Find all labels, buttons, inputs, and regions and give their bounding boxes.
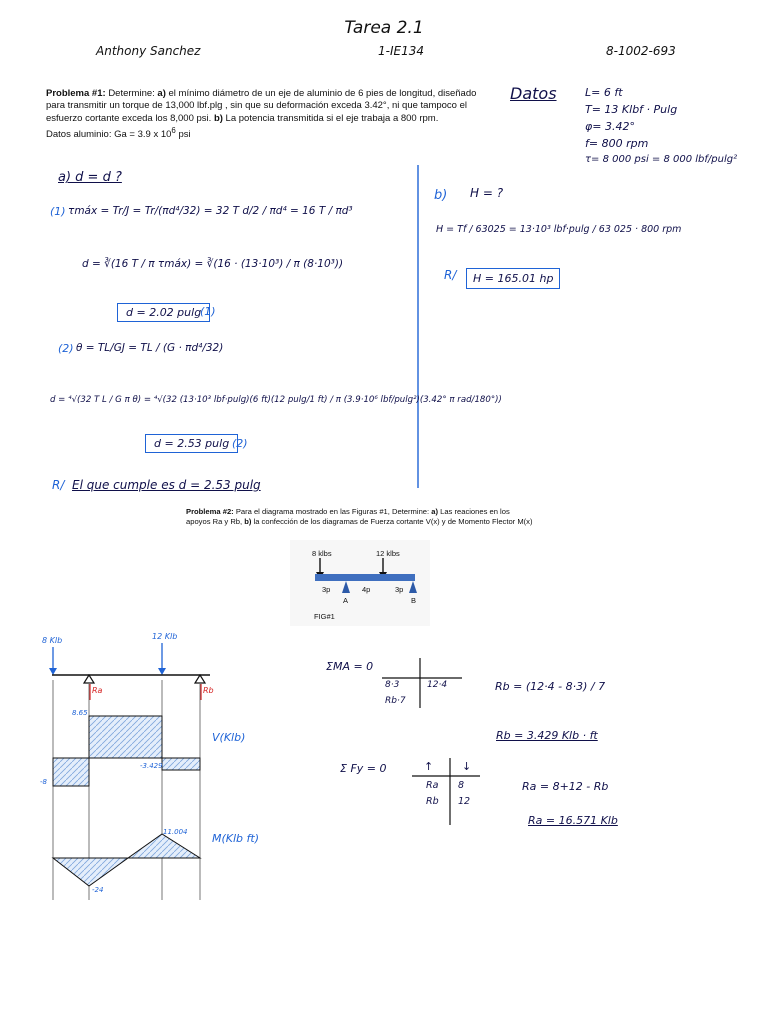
datos-line-3: f= 800 rpm [585, 137, 649, 150]
problem2-text-3: la confección de los diagramas de Fuerza cortante V(x) y de Momento Flector M(x) [251, 517, 533, 526]
force-sum-head: Σ Fy = 0 [340, 762, 387, 775]
part-b-head: H = ? [470, 186, 504, 200]
diagram-ra: Ra [92, 686, 103, 695]
shear-value-right: -3.429 [140, 762, 163, 770]
fig1-caption: FIG#1 [314, 612, 335, 621]
problem1-data: Datos aluminio: Ga = 3.9 x 10 [46, 129, 172, 141]
moment-row-1-left: Rb·7 [385, 696, 406, 706]
moment-region-positive [128, 834, 200, 858]
fig1-label-b: B [411, 596, 417, 605]
problem1-data-unit: psi [175, 129, 191, 141]
result-diameter-2: d = 2.53 pulg [145, 434, 238, 453]
datos-title: Datos [510, 84, 557, 103]
problem2-part-a: a) [431, 507, 438, 516]
power-result-tag: R/ [444, 268, 457, 282]
force-col-up: ↑ [424, 760, 434, 773]
force-row-1-right: 12 [458, 796, 471, 807]
support-b [195, 675, 205, 683]
student-id: 8-1002-693 [606, 44, 676, 58]
problem1-text-a: el mínimo diámetro de un eje de aluminio de 6 pies de longitud, diseñado para transmitir un torque de 13,000 lbf.plg , sin que su deformación exceda 3.42°, ni que tampoco el esfuerzo cortante exceda los 8,000 psi. [46, 88, 477, 124]
shear-block-positive [89, 716, 162, 758]
datos-line-2: φ= 3.42° [585, 120, 635, 133]
ra-result: Ra = 16.571 Klb [528, 814, 618, 827]
part-b-tag: b) [434, 188, 448, 203]
part-a-head: a) d = d ? [58, 170, 122, 185]
problem1-part-a: a) [157, 88, 166, 99]
eq-power: H = Tf / 63025 = 13·10³ lbf·pulg / 63 025 · 800 rpm [436, 224, 682, 235]
moment-sum-head: ΣMA = 0 [326, 660, 374, 673]
diagram-load-2: 12 Klb [152, 632, 178, 641]
rb-equation: Rb = (12·4 - 8·3) / 7 [495, 680, 606, 693]
eq-twist-angle: θ = TL/GJ = TL / (G · πd⁴/32) [76, 342, 224, 354]
eq-diameter-twist: d = ⁴√(32 T L / G π θ) = ⁴√(32 (13·10³ lbf·pulg)(6 ft)(12 pulg/1 ft) / π (3.9·10⁶ lbf/pulg²)(3.42° π rad/180°)) [50, 395, 502, 405]
datos-line-4: τ= 8 000 psi = 8 000 lbf/pulg² [585, 154, 738, 165]
eq-diameter-shear: d = ∛(16 T / π τmáx) = ∛(16 · (13·10³) / π (8·10³)) [82, 258, 344, 270]
problem1-text: Determine: [108, 88, 158, 99]
conclusion-tag: R/ [52, 478, 65, 492]
force-col-down: ↓ [462, 760, 472, 773]
datos-line-0: L= 6 ft [585, 86, 623, 99]
fig1-label-a: A [343, 596, 349, 605]
shear-value-top: 8.65 [72, 709, 88, 717]
result-diameter-1-tag: (1) [200, 305, 216, 318]
result-diameter-2-tag: (2) [232, 437, 248, 450]
shear-block-negative-right [162, 758, 200, 770]
shear-block-negative-left [53, 758, 89, 786]
moment-value-negative: -24 [92, 886, 104, 894]
ra-equation: Ra = 8+12 - Rb [522, 780, 609, 793]
result-diameter-1: d = 2.02 pulg [117, 303, 210, 322]
problem1-label: Problema #1: [46, 88, 106, 99]
force-row-0-right: 8 [458, 780, 465, 791]
problem2-part-b: b) [244, 517, 252, 526]
power-result: H = 165.01 hp [466, 268, 560, 289]
load-arrowhead-1 [49, 668, 57, 675]
force-row-0-left: Ra [426, 780, 439, 791]
eq-shear-stress: τmáx = Tr/J = Tr/(πd⁴/32) = 32 T d/2 / πd⁴ = 16 T / πd³ [68, 205, 353, 217]
moment-row-0-left: 8·3 [385, 680, 400, 690]
problem2-text-1: Para el diagrama mostrado en las Figuras #1, Determine: [233, 507, 432, 516]
fig1-seg-1: 3p [322, 585, 331, 594]
eq1-label: (1) [50, 205, 66, 218]
problem2-label: Problema #2: [186, 507, 234, 516]
conclusion: El que cumple es d = 2.53 pulg [72, 478, 261, 492]
problem2-text-2: Las reaciones en los apoyos Ra y Rb, [186, 507, 510, 526]
diagram-rb: Rb [203, 686, 214, 695]
moment-region-negative [53, 858, 128, 886]
diagram-load-1: 8 Klb [42, 636, 63, 645]
course-code: 1-IE134 [378, 44, 424, 58]
fig1-load-1: 8 klbs [312, 549, 332, 558]
problem1-text-b: La potencia transmitida si el eje trabaja a 800 rpm. [222, 112, 439, 124]
fig1-seg-3: 3p [395, 585, 404, 594]
moment-value-positive: 11.004 [163, 828, 188, 836]
shear-value-left: -8 [40, 778, 47, 786]
moment-row-0-right: 12·4 [427, 680, 448, 690]
fig1-seg-2: 4p [362, 585, 371, 594]
force-row-1-left: Rb [426, 796, 439, 807]
problem1-part-b: b) [213, 112, 223, 124]
page-title: Tarea 2.1 [344, 18, 424, 38]
moment-axis-label: M(Klb ft) [212, 832, 260, 845]
eq3-label: (2) [58, 342, 74, 355]
support-a [84, 675, 94, 683]
student-name: Anthony Sanchez [96, 44, 201, 58]
shear-axis-label: V(Klb) [212, 731, 246, 744]
fig1-load-2: 12 klbs [376, 549, 400, 558]
load-arrowhead-2 [158, 668, 166, 675]
problem1-data-exp: 6 [171, 126, 176, 136]
datos-line-1: T= 13 Klbf · Pulg [585, 103, 678, 116]
rb-result: Rb = 3.429 Klb · ft [496, 729, 598, 742]
